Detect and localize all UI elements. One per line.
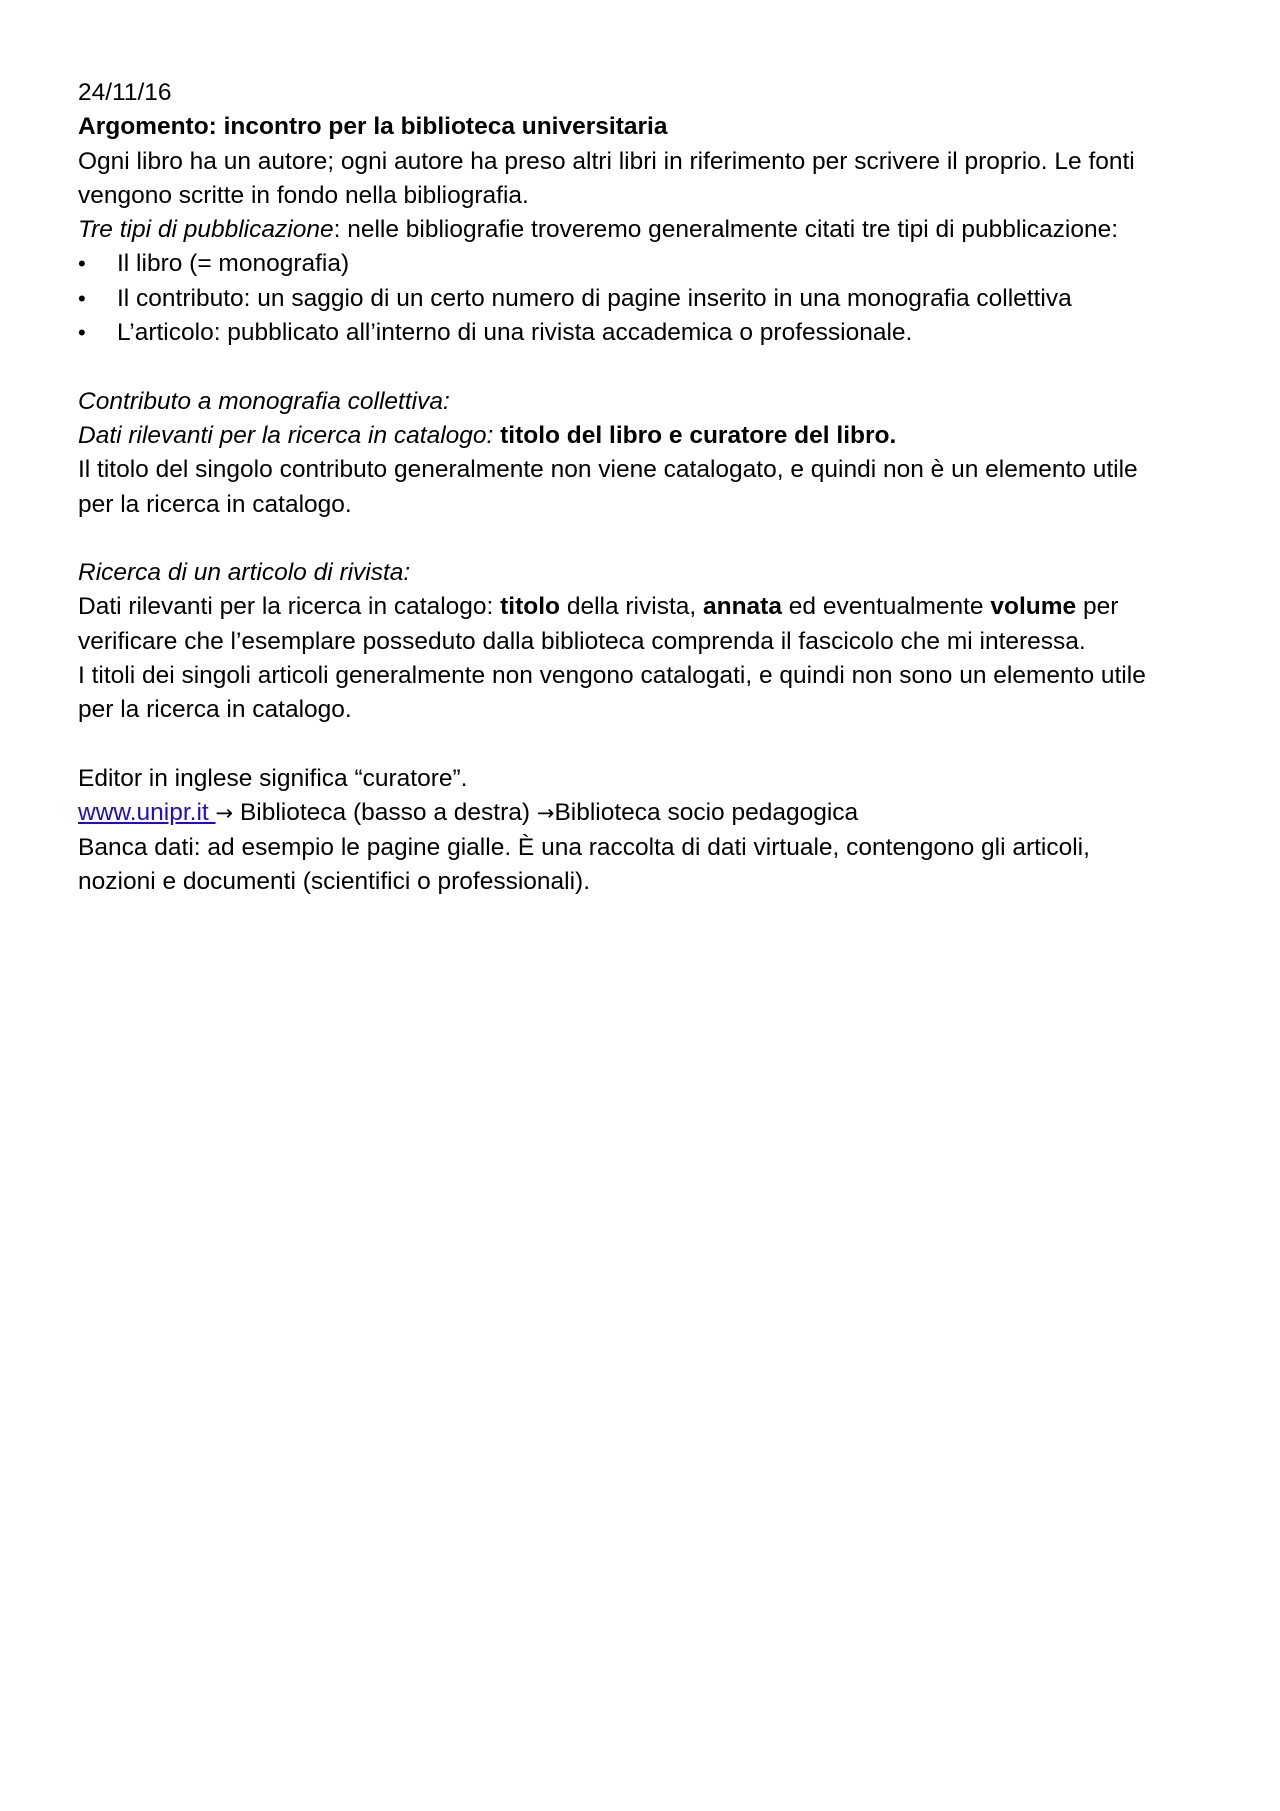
types-label: Tre tipi di pubblicazione [78, 216, 334, 244]
navigation-path [78, 796, 1228, 830]
article-heading: Ricerca di un articolo di rivista: [78, 559, 411, 587]
bullet-icon: • [78, 285, 86, 311]
arrow-right-icon: → [215, 801, 234, 826]
document-page [78, 76, 1228, 899]
arrow-right-icon: → [536, 801, 555, 826]
article-data-text: della rivista, [560, 593, 703, 621]
article-bold-volume: volume [990, 593, 1077, 621]
date: 24/11/16 [78, 79, 172, 106]
article-note-line-1: I titoli dei singoli articoli generalmente non vengono catalogati, e quindi non sono un elemento utile [78, 662, 1146, 690]
list-item [78, 282, 1228, 316]
list-item-text: Il contributo: un saggio di un certo numero di pagine inserito in una monografia collettiva [117, 284, 1072, 312]
article-bold-titolo: titolo [500, 593, 561, 621]
article-note-line-2: per la ricerca in catalogo. [78, 696, 352, 724]
article-data-text: Dati rilevanti per la ricerca in catalogo: [78, 593, 501, 621]
topic-heading: Argomento: incontro per la biblioteca universitaria [78, 113, 668, 141]
publication-types-list [78, 247, 1228, 350]
editor-note: Editor in inglese significa “curatore”. [78, 764, 468, 792]
spacer [78, 728, 1228, 762]
contribution-data-bold: titolo del libro e curatore del libro. [500, 421, 897, 449]
unipr-link[interactable]: www.unipr.it [78, 799, 216, 827]
types-text: : nelle bibliografie troveremo generalmente citati tre tipi di pubblicazione: [333, 216, 1119, 244]
list-item-text: Il libro (= monografia) [117, 250, 350, 278]
database-line-1: Banca dati: ad esempio le pagine gialle. È una raccolta di dati virtuale, contengono gli articoli, [78, 833, 1090, 861]
bullet-icon: • [78, 251, 86, 277]
contribution-heading: Contributo a monografia collettiva: [78, 387, 450, 415]
list-item [78, 247, 1228, 281]
contribution-note-line-1: Il titolo del singolo contributo generalmente non viene catalogato, e quindi non è un elemento utile [78, 456, 1138, 484]
path-step-2: Biblioteca socio pedagogica [554, 799, 859, 827]
list-item [78, 316, 1228, 350]
article-data-line-2: verificare che l’esemplare posseduto dalla biblioteca comprenda il fascicolo che mi interessa. [78, 627, 1086, 655]
article-bold-annata: annata [702, 593, 782, 621]
article-data-text: per [1076, 593, 1119, 621]
spacer [78, 522, 1228, 556]
contribution-note-line-2: per la ricerca in catalogo. [78, 490, 352, 518]
intro-line-2: vengono scritte in fondo nella bibliografia. [78, 181, 529, 209]
path-step-1: Biblioteca (basso a destra) [233, 799, 537, 827]
types-intro [78, 213, 1228, 247]
bullet-icon: • [78, 320, 86, 346]
article-data-text: ed eventualmente [781, 593, 991, 621]
article-data-line-1 [78, 590, 1228, 624]
database-line-2: nozioni e documenti (scientifici o professionali). [78, 867, 591, 895]
list-item-text: L’articolo: pubblicato all’interno di una rivista accademica o professionale. [117, 319, 913, 347]
contribution-data [78, 419, 1228, 453]
intro-line-1: Ogni libro ha un autore; ogni autore ha preso altri libri in riferimento per scrivere il proprio. Le fonti [78, 147, 1135, 175]
contribution-data-label: Dati rilevanti per la ricerca in catalogo: [78, 421, 501, 449]
spacer [78, 350, 1228, 384]
